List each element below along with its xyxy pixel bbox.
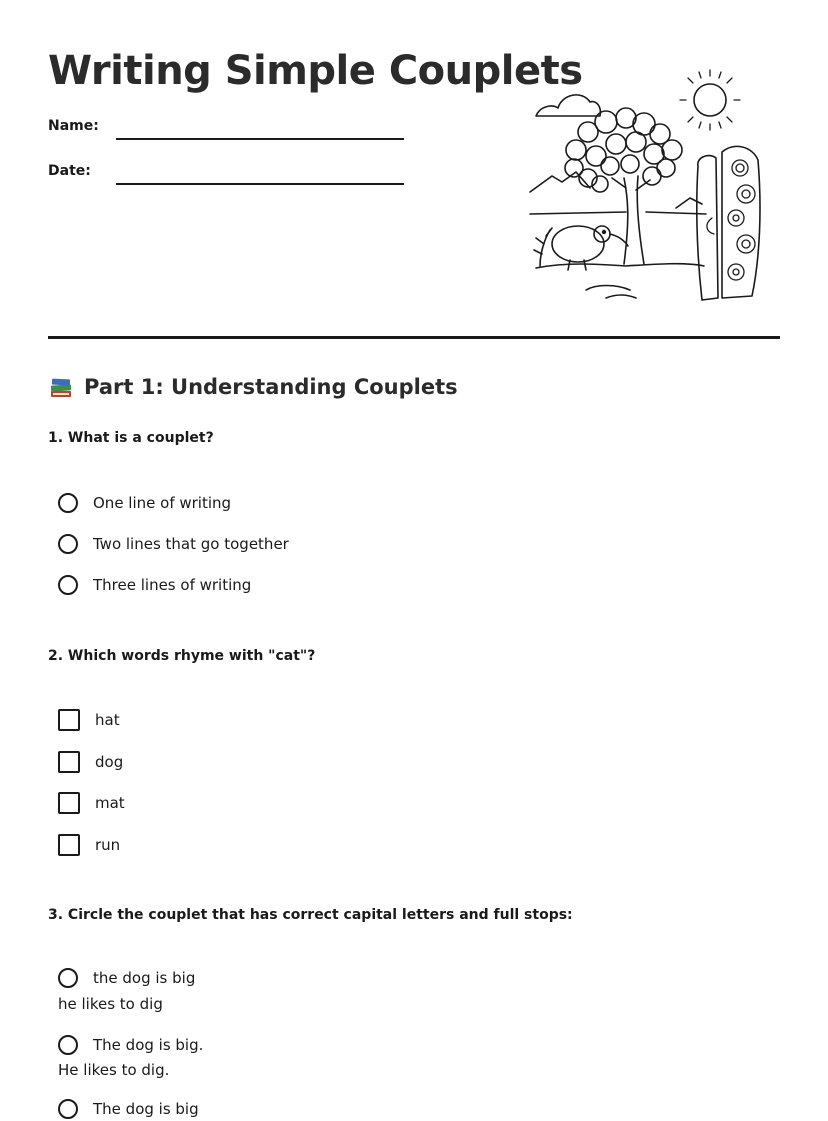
q1-option-2[interactable] (58, 532, 289, 556)
q3-option-1[interactable] (58, 966, 195, 990)
q3-option-2[interactable] (58, 1033, 203, 1057)
part1-heading-text: Part 1: Understanding Couplets (84, 375, 458, 399)
option-label: One line of writing (93, 494, 232, 512)
option-label: Three lines of writing (93, 576, 252, 594)
q1-option-3[interactable] (58, 573, 251, 597)
option-label: Two lines that go together (93, 535, 289, 553)
radio-button[interactable] (58, 1099, 78, 1119)
option-label: run (95, 836, 121, 854)
option-line-2: he likes to dig (58, 995, 163, 1013)
q3-option-3[interactable] (58, 1097, 199, 1121)
radio-button[interactable] (58, 575, 78, 595)
question-2: 2. Which words rhyme with "cat"? (48, 648, 316, 664)
date-field[interactable] (116, 183, 404, 185)
part1-heading (48, 374, 458, 400)
option-line-2: He likes to dig. (58, 1061, 170, 1079)
radio-button[interactable] (58, 493, 78, 513)
checkbox[interactable] (58, 709, 80, 731)
question-3: 3. Circle the couplet that has correct capital letters and full stops: (48, 907, 573, 923)
q2-option-2[interactable] (58, 750, 123, 774)
checkbox[interactable] (58, 792, 80, 814)
q2-option-1[interactable] (58, 708, 120, 732)
q1-option-1[interactable] (58, 491, 231, 515)
radio-button[interactable] (58, 534, 78, 554)
landscape-illustration (526, 68, 766, 304)
option-line-1: the dog is big (93, 969, 196, 987)
option-label: mat (95, 794, 125, 812)
option-label: dog (95, 753, 124, 771)
name-field[interactable] (116, 138, 404, 140)
q2-option-4[interactable] (58, 833, 120, 857)
option-line-1: The dog is big (93, 1100, 199, 1118)
radio-button[interactable] (58, 1035, 78, 1055)
radio-button[interactable] (58, 968, 78, 988)
option-line-1: The dog is big. (93, 1036, 204, 1054)
q2-option-3[interactable] (58, 791, 125, 815)
page-title: Writing Simple Couplets (48, 48, 583, 94)
date-label: Date: (48, 163, 91, 179)
question-1: 1. What is a couplet? (48, 430, 214, 446)
checkbox[interactable] (58, 751, 80, 773)
option-label: hat (95, 711, 120, 729)
name-label: Name: (48, 118, 99, 134)
books-icon (48, 374, 74, 400)
checkbox[interactable] (58, 834, 80, 856)
section-divider (48, 336, 780, 339)
